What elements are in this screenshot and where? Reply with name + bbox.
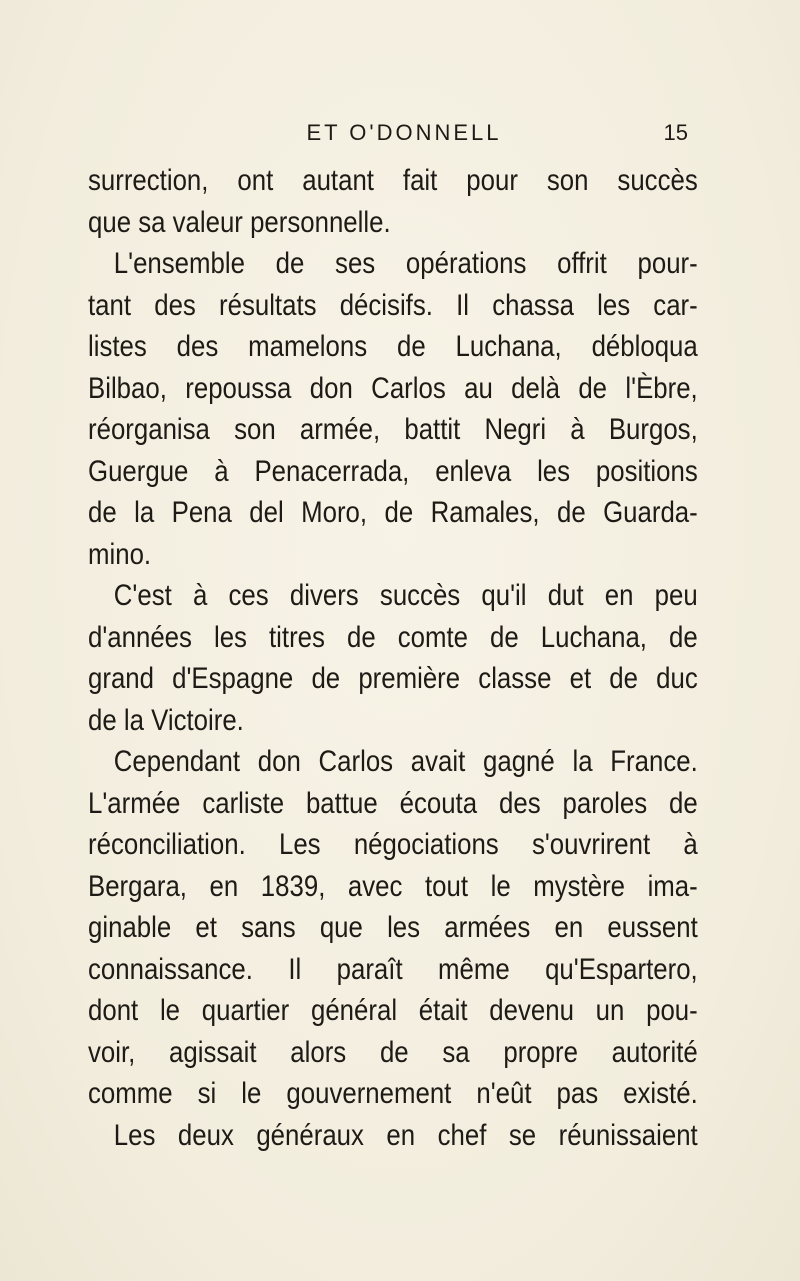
body-text — [88, 160, 698, 1156]
text-line: ginable et sans que les armées en eussent — [88, 911, 698, 944]
text-line: de la Victoire. — [88, 703, 244, 737]
text-line: voir, agissait alors de sa propre autorité — [88, 1035, 698, 1069]
text-line: Cependant don Carlos avait gagné la France. — [113, 745, 698, 778]
page-header — [100, 118, 688, 148]
text-line: Guergue à Penacerrada, enleva les positions — [88, 454, 698, 488]
text-line: mino. — [88, 537, 152, 571]
text-line: L'armée carliste battue écouta des paroles de — [88, 786, 698, 820]
text-line: connaissance. Il paraît même qu'Espartero, — [88, 952, 698, 986]
text-line: L'ensemble de ses opérations offrit pour- — [113, 247, 698, 280]
text-line: Bergara, en 1839, avec tout le mystère ima- — [88, 869, 698, 903]
text-line: d'années les titres de comte de Luchana, de — [88, 620, 698, 654]
text-line: dont le quartier général était devenu un pou- — [88, 994, 698, 1027]
text-line: réorganisa son armée, battit Negri à Burgos, — [88, 413, 698, 446]
page-number: 15 — [663, 120, 688, 145]
text-line: comme si le gouvernement n'eût pas existé. — [88, 1077, 698, 1110]
text-line: Les deux généraux en chef se réunissaient — [113, 1118, 698, 1152]
text-line: listes des mamelons de Luchana, débloqua — [88, 330, 698, 363]
text-line: C'est à ces divers succès qu'il dut en peu — [113, 579, 698, 612]
running-title: ET O'DONNELL — [306, 120, 502, 145]
text-line: surrection, ont autant fait pour son succès — [88, 164, 698, 197]
text-line: réconciliation. Les négociations s'ouvrirent à — [88, 828, 698, 861]
text-line: de la Pena del Moro, de Ramales, de Guarda- — [88, 496, 698, 529]
text-line: que sa valeur personnelle. — [88, 205, 391, 239]
text-line: Bilbao, repoussa don Carlos au delà de l'Èbre, — [88, 371, 698, 405]
text-line: grand d'Espagne de première classe et de duc — [88, 662, 698, 695]
text-line: tant des résultats décisifs. Il chassa les car- — [88, 288, 698, 322]
